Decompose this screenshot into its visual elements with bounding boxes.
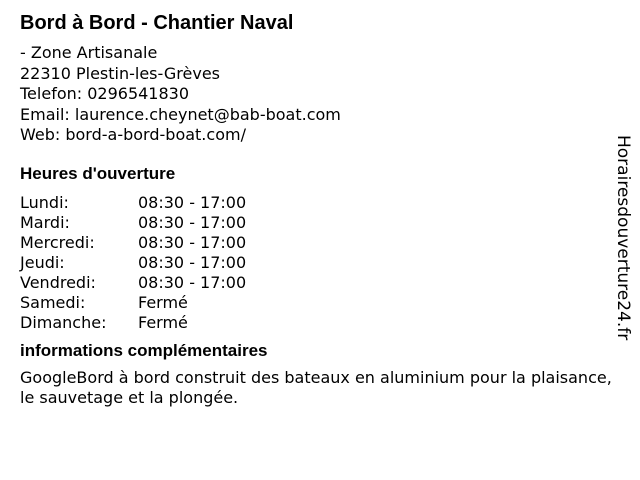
business-card [20, 10, 615, 409]
hours-row-thursday [20, 253, 615, 273]
phone-line: Telefon: 0296541830 [20, 84, 190, 103]
day-time: 08:30 - 17:00 [138, 272, 247, 292]
address-street: - Zone Artisanale [20, 43, 158, 62]
site-brand-vertical: Horairesdouverture24.fr [613, 135, 633, 341]
hours-heading: Heures d'ouverture [20, 163, 176, 183]
hours-row-sunday [20, 313, 615, 333]
day-time: 08:30 - 17:00 [138, 252, 247, 272]
day-label: Samedi: [20, 292, 86, 312]
day-time: 08:30 - 17:00 [138, 212, 247, 232]
day-time: 08:30 - 17:00 [138, 232, 247, 252]
hours-row-monday [20, 193, 615, 213]
day-label: Jeudi: [20, 252, 65, 272]
email-line: Email: laurence.cheynet@bab-boat.com [20, 104, 341, 124]
day-time: 08:30 - 17:00 [138, 192, 247, 212]
hours-row-wednesday [20, 233, 615, 253]
business-name: Bord à Bord - Chantier Naval [20, 12, 294, 34]
info-heading: informations complémentaires [20, 340, 268, 360]
info-text: GoogleBord à bord construit des bateaux en aluminium pour la plaisance, le sauvetage et la plongée. [20, 367, 612, 407]
address-block [20, 43, 615, 146]
hours-row-saturday [20, 293, 615, 313]
day-time: Fermé [138, 312, 188, 332]
address-city: 22310 Plestin-les-Grèves [20, 63, 220, 83]
hours-row-tuesday [20, 213, 615, 233]
web-line: Web: bord-a-bord-boat.com/ [20, 125, 246, 144]
hours-table [20, 193, 615, 333]
day-label: Mardi: [20, 212, 70, 232]
day-label: Vendredi: [20, 272, 96, 292]
day-label: Dimanche: [20, 312, 107, 332]
hours-row-friday [20, 273, 615, 293]
day-time: Fermé [138, 292, 188, 312]
day-label: Lundi: [20, 192, 69, 212]
day-label: Mercredi: [20, 232, 95, 252]
